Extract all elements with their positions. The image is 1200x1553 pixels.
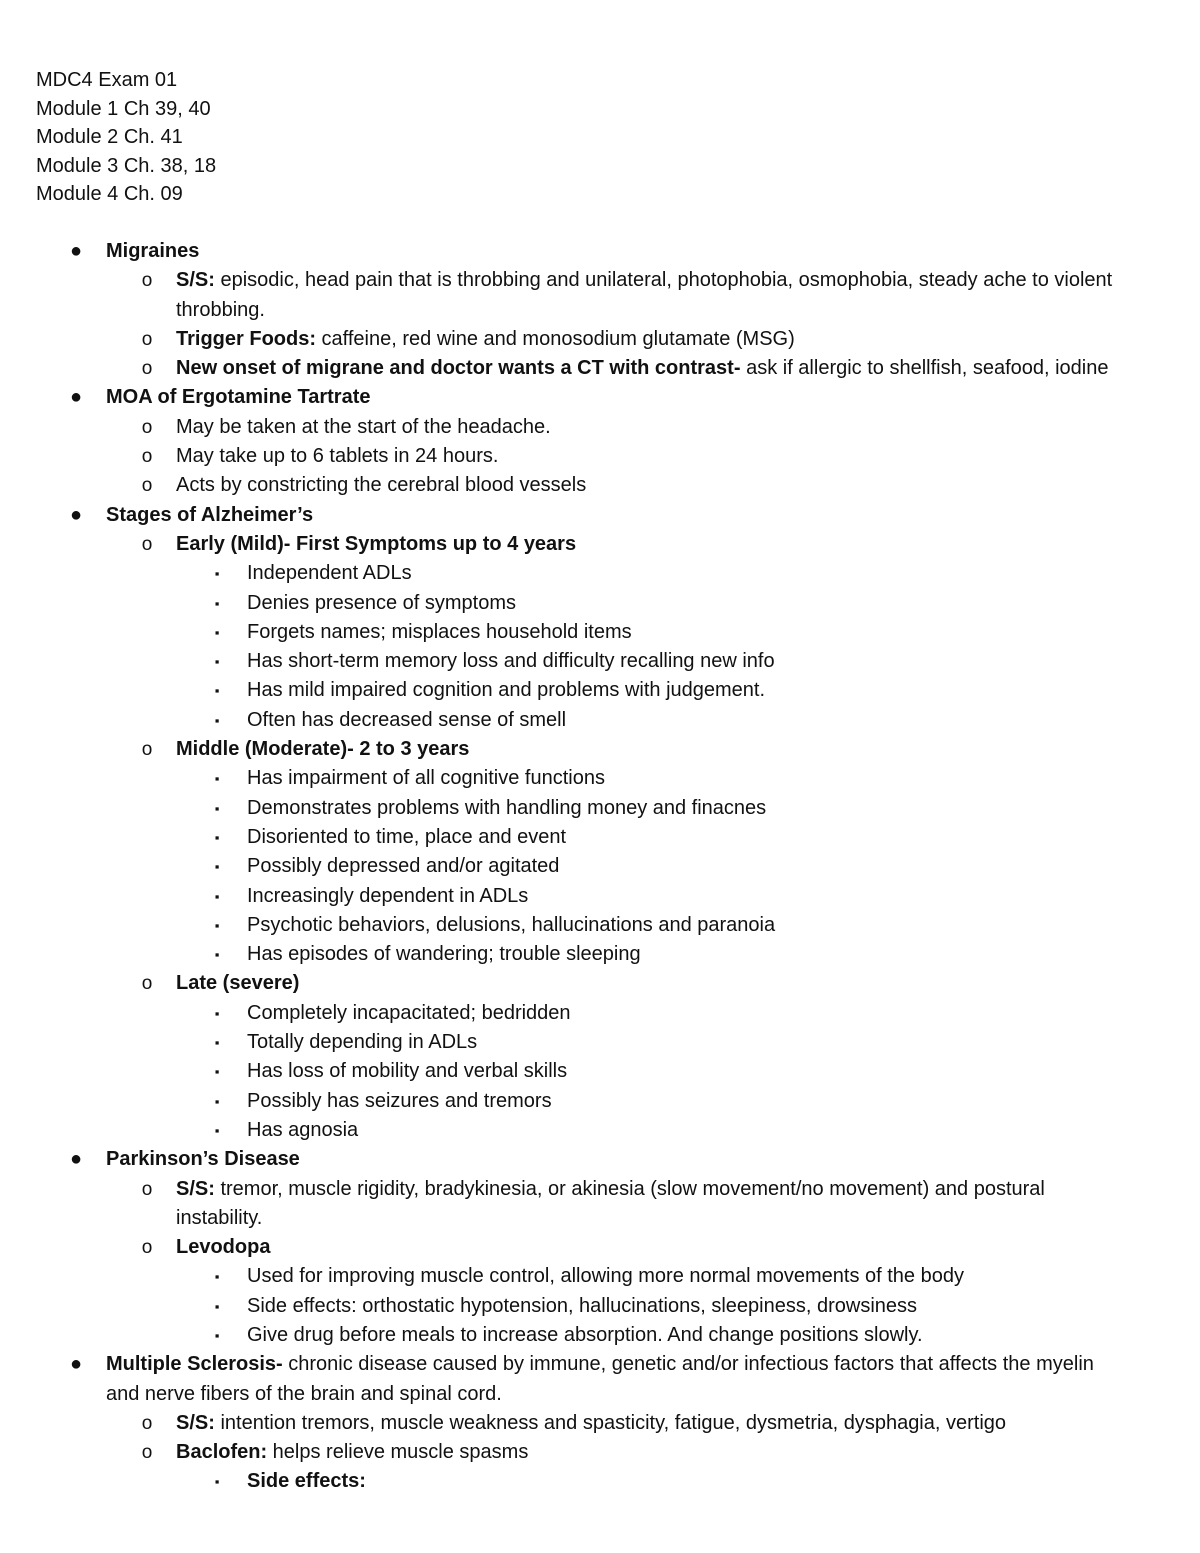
- bullet-marker: ▪: [214, 1064, 220, 1080]
- topic-title: Multiple Sclerosis-: [106, 1353, 283, 1376]
- list-item: [0, 1028, 1200, 1057]
- list-item: [0, 852, 1200, 881]
- topic-parkinsons: [0, 1145, 1200, 1174]
- bullet-marker: ▪: [214, 1122, 220, 1138]
- bullet-marker: ●: [69, 240, 83, 262]
- item-label: New onset of migrane and doctor wants a CT with contrast-: [176, 357, 741, 380]
- list-item: [0, 1292, 1200, 1321]
- bullet-marker: o: [141, 739, 153, 761]
- item-text: Used for improving muscle control, allowing more normal movements of the body: [247, 1265, 964, 1288]
- bullet-marker: ▪: [214, 654, 220, 670]
- document-header: [36, 66, 216, 209]
- item-text: Has episodes of wandering; trouble sleeping: [247, 943, 641, 966]
- bullet-marker: o: [141, 446, 153, 468]
- list-item: [0, 1087, 1200, 1116]
- drug-levodopa: [0, 1233, 1200, 1262]
- bullet-marker: o: [141, 270, 153, 292]
- bullet-marker: ▪: [214, 712, 220, 728]
- item-text: Psychotic behaviors, delusions, hallucinations and paranoia: [247, 913, 776, 936]
- item-text: intention tremors, muscle weakness and spasticity, fatigue, dysmetria, dysphagia, vertigo: [214, 1411, 1007, 1434]
- bullet-marker: ▪: [214, 917, 220, 933]
- list-item: [0, 354, 1200, 383]
- bullet-marker: ▪: [214, 800, 220, 816]
- topic-migraines: [0, 237, 1200, 266]
- list-item: [0, 911, 1200, 940]
- topic-title: Migraines: [106, 240, 200, 262]
- item-label: S/S:: [176, 269, 215, 292]
- item-text: Completely incapacitated; bedridden: [247, 1001, 571, 1024]
- bullet-marker: ▪: [214, 1327, 220, 1343]
- item-text: caffeine, red wine and monosodium glutamate (MSG): [316, 327, 795, 350]
- item-label: Late (severe): [176, 972, 300, 995]
- bullet-marker: ▪: [214, 859, 220, 875]
- bullet-marker: o: [141, 973, 153, 995]
- bullet-marker: o: [141, 1442, 153, 1464]
- item-text: tremor, muscle rigidity, bradykinesia, or akinesia (slow movement/no movement) and postural instability.: [176, 1177, 1045, 1229]
- item-label: S/S:: [176, 1411, 215, 1434]
- bullet-marker: ●: [69, 386, 83, 409]
- bullet-marker: o: [141, 358, 153, 380]
- list-item: [0, 823, 1200, 852]
- item-text: Has short-term memory loss and difficulty recalling new info: [247, 650, 775, 673]
- list-item: [0, 1321, 1200, 1350]
- item-text: ask if allergic to shellfish, seafood, iodine: [740, 357, 1109, 380]
- item-label: Trigger Foods:: [176, 327, 316, 350]
- topic-title: MOA of Ergotamine Tartrate: [106, 386, 371, 409]
- notes-outline: [0, 237, 1200, 1497]
- item-label: Middle (Moderate)- 2 to 3 years: [176, 738, 470, 761]
- item-text: Has loss of mobility and verbal skills: [247, 1060, 568, 1083]
- list-item: [0, 559, 1200, 588]
- bullet-marker: ●: [69, 503, 83, 526]
- item-text: Give drug before meals to increase absorption. And change positions slowly.: [247, 1323, 923, 1346]
- item-text: Denies presence of symptoms: [247, 591, 517, 614]
- item-text: May take up to 6 tablets in 24 hours.: [176, 445, 499, 468]
- topic-multiple-sclerosis: [0, 1350, 1200, 1409]
- bullet-marker: ●: [69, 1148, 83, 1171]
- item-text: Has agnosia: [247, 1118, 359, 1141]
- module-line: Module 1 Ch 39, 40: [36, 97, 211, 120]
- item-text: chronic disease caused by immune, genetic and/or infectious factors that affects the myelin and nerve fibers of the brain and spinal cord.: [106, 1353, 1094, 1405]
- item-text: Possibly depressed and/or agitated: [247, 855, 560, 878]
- bullet-marker: ▪: [214, 771, 220, 787]
- item-text: Possibly has seizures and tremors: [247, 1089, 552, 1112]
- list-item: [0, 471, 1200, 500]
- list-item: [0, 1409, 1200, 1438]
- item-label: Side effects:: [247, 1470, 366, 1493]
- bullet-marker: o: [141, 416, 153, 438]
- bullet-marker: ▪: [214, 624, 220, 640]
- item-label: S/S:: [176, 1177, 215, 1200]
- list-item: [0, 589, 1200, 618]
- list-item: [0, 1116, 1200, 1145]
- list-item: [0, 1175, 1200, 1234]
- list-item: [0, 413, 1200, 442]
- list-item: [0, 647, 1200, 676]
- topic-alzheimers: [0, 501, 1200, 530]
- bullet-marker: ▪: [214, 595, 220, 611]
- stage-middle: [0, 735, 1200, 764]
- topic-ergotamine: [0, 383, 1200, 412]
- list-item: [0, 1057, 1200, 1086]
- item-text: Totally depending in ADLs: [247, 1031, 478, 1054]
- item-text: Often has decreased sense of smell: [247, 708, 567, 731]
- item-label: Early (Mild)- First Symptoms up to 4 years: [176, 532, 577, 555]
- bullet-marker: ▪: [214, 829, 220, 845]
- bullet-marker: o: [141, 1178, 153, 1200]
- bullet-marker: ▪: [214, 1035, 220, 1051]
- list-item: [0, 442, 1200, 471]
- list-item: [0, 999, 1200, 1028]
- item-text: Has impairment of all cognitive functions: [247, 767, 605, 790]
- item-label: Baclofen:: [176, 1441, 268, 1464]
- item-text: Demonstrates problems with handling money and finacnes: [247, 796, 767, 819]
- list-item: [0, 940, 1200, 969]
- bullet-marker: ▪: [214, 1093, 220, 1109]
- bullet-marker: ▪: [214, 683, 220, 699]
- stage-late: [0, 969, 1200, 998]
- bullet-marker: ▪: [214, 1298, 220, 1314]
- topic-title: Parkinson’s Disease: [106, 1148, 300, 1171]
- module-line: Module 3 Ch. 38, 18: [36, 154, 217, 177]
- list-item: [0, 706, 1200, 735]
- item-text: Disoriented to time, place and event: [247, 825, 567, 848]
- bullet-marker: ▪: [214, 1269, 220, 1285]
- bullet-marker: ▪: [214, 1005, 220, 1021]
- bullet-marker: o: [141, 475, 153, 497]
- module-line: Module 2 Ch. 41: [36, 126, 183, 149]
- drug-baclofen: [0, 1438, 1200, 1467]
- bullet-marker: ●: [69, 1353, 83, 1376]
- list-item: [0, 325, 1200, 354]
- list-item: [0, 764, 1200, 793]
- item-text: Side effects: orthostatic hypotension, hallucinations, sleepiness, drowsiness: [247, 1294, 918, 1317]
- item-text: Forgets names; misplaces household items: [247, 620, 632, 643]
- item-text: Has mild impaired cognition and problems with judgement.: [247, 679, 766, 702]
- list-item: [0, 794, 1200, 823]
- exam-title: MDC4 Exam 01: [36, 69, 178, 91]
- bullet-marker: ▪: [214, 1474, 220, 1490]
- item-text: Independent ADLs: [247, 562, 412, 585]
- topic-title: Stages of Alzheimer’s: [106, 503, 314, 526]
- list-item: [0, 618, 1200, 647]
- item-text: Acts by constricting the cerebral blood vessels: [176, 474, 587, 497]
- list-item: [0, 676, 1200, 705]
- list-item: [0, 1262, 1200, 1291]
- bullet-marker: ▪: [214, 947, 220, 963]
- bullet-marker: o: [141, 328, 153, 350]
- list-item: [0, 1467, 1200, 1496]
- item-text: Increasingly dependent in ADLs: [247, 884, 529, 907]
- bullet-marker: o: [141, 1412, 153, 1434]
- list-item: [0, 882, 1200, 911]
- list-item: [0, 266, 1200, 325]
- bullet-marker: ▪: [214, 566, 220, 582]
- stage-early: [0, 530, 1200, 559]
- item-text: episodic, head pain that is throbbing and unilateral, photophobia, osmophobia, steady ache to violent throbbing.: [176, 269, 1113, 321]
- item-label: Levodopa: [176, 1236, 271, 1259]
- item-text: May be taken at the start of the headache.: [176, 415, 551, 438]
- item-text: helps relieve muscle spasms: [267, 1441, 529, 1464]
- bullet-marker: ▪: [214, 888, 220, 904]
- bullet-marker: o: [141, 1237, 153, 1259]
- module-line: Module 4 Ch. 09: [36, 183, 183, 206]
- bullet-marker: o: [141, 533, 153, 555]
